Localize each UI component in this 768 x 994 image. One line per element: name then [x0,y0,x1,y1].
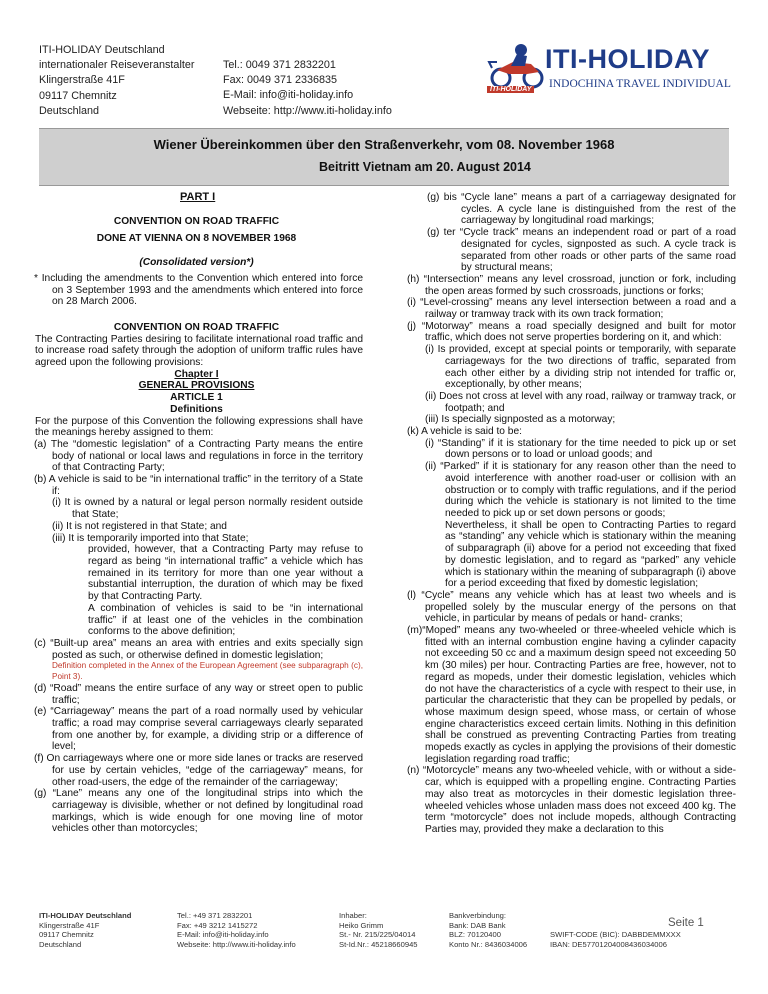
company-name: ITI-HOLIDAY Deutschland [39,44,165,56]
company-contact [223,58,392,119]
page-number: Seite 1 [668,917,704,929]
contact-website: Webseite: http://www.iti-holiday.info [223,104,392,117]
definition-l: (l) “Cycle” means any vehicle which has at least two wheels and is propelled solely by the muscular energy of the persons on that vehicle, in particular by means of pedals or hand- cranks; [407,589,736,625]
document-subtitle: Beitritt Vietnam am 20. August 2014 [319,160,531,174]
definition-h: (h) “Intersection” means any level crossroad, junction or fork, including the open areas formed by such crossroads, junctions or forks; [407,273,736,297]
definition-k: (k) A vehicle is said to be: [407,426,522,438]
consolidated-version: (Consolidated version*) [139,257,254,269]
definition-k-nevertheless: Nevertheless, it shall be open to Contracting Parties to regard as “standing” any vehicle which is stationary within the meaning of subparagraph (ii) above for a period not exceeding that fixed by domestic legislation, and to regard as “parked” any vehicle which is stationary within the meaning of subparagraph (i) above for a period exceeding that fixed by domestic legislation; [445,519,736,590]
amendment-note: * Including the amendments to the Convention which entered into force on 3 September 1993 and the amendments which entered into force on 28 March 2006. [34,272,363,308]
footer-tax-number: St.- Nr. 215/225/04014 [339,930,416,940]
contact-email: E-Mail: info@iti-holiday.info [223,89,354,102]
definition-b: (b) A vehicle is said to be “in international traffic” in the territory of a State if: [34,474,363,497]
definition-j-i: (i) Is provided, except at special points or temporarily, with separate carriageways for the two directions of traffic, separated from each other either by a dividing strip not intended for traffic or, exceptionally, by other means; [425,344,736,391]
left-column [30,192,363,835]
footer-phone: Tel.: +49 371 2832201 [177,911,253,920]
definition-j: (j) “Motorway” means a road specially designed and built for motor traffic, which does not serve properties bordering on it, and which: [407,320,736,344]
footer-company-name: ITI-HOLIDAY Deutschland [39,911,132,920]
intro-paragraph: The Contracting Parties desiring to facilitate international road traffic and to increase road safety through the adoption of uniform traffic rules have agreed upon the following provisions: [35,333,363,369]
convention-date: DONE AT VIENNA ON 8 NOVEMBER 1968 [96,233,297,245]
footer-bank [449,911,527,949]
contact-phone: Tel.: 0049 371 2832201 [223,59,336,71]
footer-vat-id: St-Id.Nr.: 45218660945 [339,939,418,949]
logo-tagline: INDOCHINA TRAVEL INDIVIDUAL [549,78,731,90]
company-country: Deutschland [39,104,100,117]
company-subtitle: internationaler Reiseveranstalter [39,59,195,72]
footer-company [39,911,131,949]
title-band [39,128,729,186]
footer-swift: SWIFT-CODE (BIC): DABBDEMMXXX [550,930,681,939]
purpose-paragraph: For the purpose of this Convention the following expressions shall have the meanings hereby assigned to them: [35,415,363,439]
footer-owner-name: Heiko Grimm [339,920,384,930]
footer-email: E-Mail: info@iti-holiday.info [177,930,269,940]
definition-c-note: Definition completed in the Annex of the European Agreement (see subparagraph (c), Point 3). [52,661,363,682]
definition-c: (c) “Built-up area” means an area with entries and exits specially sign posted as such, or otherwise defined in domestic legislation; [34,637,363,661]
definition-g-ter: (g) ter “Cycle track” means an independent road or part of a road designated for cycles, signposted as such. A cycle track is separated from other roads or other parts of the same road by structural means; [427,227,736,274]
footer-street: Klingerstraße 41F [39,920,100,930]
footer-owner [339,911,418,949]
footer-fax: Fax: +49 3212 1415272 [177,920,258,930]
article-heading: ARTICLE 1 [170,392,223,404]
general-provisions: GENERAL PROVISIONS [138,380,255,392]
definition-d: (d) “Road” means the entire surface of any way or street open to public traffic; [34,682,363,706]
right-column [403,192,736,836]
footer-bank-codes [550,930,681,949]
definition-j-ii: (ii) Does not cross at level with any road, railway or tramway track, or footpath; and [425,390,736,414]
company-street: Klingerstraße 41F [39,74,125,87]
definition-b-ii: (ii) It is not registered in that State; and [52,520,227,532]
definition-b-combination: A combination of vehicles is said to be “in international traffic” if at least one of the vehicles in the combination conforms to the above definition; [88,602,363,638]
definition-a: (a) The “domestic legislation” of a Contracting Party means the entire body of national or local laws and regulations in force in the territory of that Contracting Party; [34,438,363,474]
part-heading: PART I [180,191,216,203]
logo-badge: ITI-HOLIDAY [487,86,534,93]
definitions-heading: Definitions [170,403,223,415]
definition-k-i: (i) “Standing” if it is stationary for the time needed to pick up or set down persons or to load or unload goods; and [425,437,736,461]
definition-n: (n) “Motorcycle” means any two-wheeled vehicle, with or without a side-car, which is equipped with a propelling engine. Contracting Parties may also treat as motorcycles in their domestic legislation three-wheeled vehicles whose unladen mass does not exceed 400 kg. The term “motorcycle” does not include mopeds, although Contracting Parties may, provided they make a declaration to this [407,765,736,835]
footer-bank-name: Bank: DAB Bank [449,920,506,930]
footer-website: Webseite: http://www.iti-holiday.info [177,939,296,949]
definition-k-ii: (ii) “Parked” if it is stationary for any reason other than the need to avoid interference with another road-user or collision with an obstruction or to comply with traffic regulations, and if the period during which the vehicle is stationary is not limited to the time needed to pick up or set down persons or goods; [425,461,736,519]
definition-b-i: (i) It is owned by a natural or legal person normally resident outside that State; [52,497,363,521]
footer-contact [177,911,296,949]
definition-g: (g) “Lane” means any one of the longitudinal strips into which the carriageway is divisible, whether or not defined by longitudinal road markings, which is wide enough for one moving line of motor vehicles other than motorcycles; [34,788,363,835]
convention-heading: CONVENTION ON ROAD TRAFFIC [113,321,280,333]
definition-f: (f) On carriageways where one or more side lanes or tracks are reserved for use by certain vehicles, “edge of the carriageway” means, for other road-users, the edge of the remainder of the carriageway; [34,753,363,788]
convention-title: CONVENTION ON ROAD TRAFFIC [113,215,280,227]
definition-j-iii: (iii) Is specially signposted as a motorway; [425,414,616,426]
logo-brand: ITI-HOLIDAY [545,44,711,74]
definition-i: (i) “Level-crossing” means any level intersection between a road and a railway or tramway track with its own track formation; [407,297,736,321]
footer-iban: IBAN: DE57701204008436034006 [550,939,667,949]
footer-blz: BLZ: 70120400 [449,930,501,940]
footer-bank-label: Bankverbindung: [449,911,506,920]
footer-account: Konto Nr.: 8436034006 [449,939,528,949]
chapter-heading: Chapter I [174,368,219,380]
definition-b-iii: (iii) It is temporarily imported into that State; [52,532,249,544]
iti-holiday-logo [487,40,731,100]
document-title: Wiener Übereinkommen über den Straßenverkehr, vom 08. November 1968 [153,137,615,152]
definition-e: (e) “Carriageway” means the part of a road normally used by vehicular traffic; a road may comprise several carriageways clearly separated from one another by, for example, a dividing strip or a difference of level; [34,706,363,753]
company-city: 09117 Chemnitz [39,89,117,102]
contact-fax: Fax: 0049 371 2336835 [223,74,338,87]
footer-city: 09117 Chemnitz [39,930,94,940]
company-address [39,43,194,119]
footer-country: Deutschland [39,939,82,949]
definition-b-proviso: provided, however, that a Contracting Party may refuse to regard as being “in international traffic” a vehicle which has remained in its territory for more than one year without a substantial interruption, the duration of which may be fixed by that Contracting Party. [88,544,363,603]
definition-m: (m)“Moped” means any two-wheeled or three-wheeled vehicle which is fitted with an internal combustion engine having a cylinder capacity not exceeding 50 cc and a maximum design speed not exceeding 50 km (30 miles) per hour. Contracting Parties are free, however, not to regard as mopeds, under their domestic legislation, vehicles which do not have the characteristics of a cycle with respect to their use, in particular the characteristic that they can be propelled by pedals, or whose maximum design speed, whose mass, or certain of whose engine characteristics exceed certain limits. Nothing in this definition shall be construed as preventing Contracting Parties from treating mopeds exactly as cycles in applying the provisions of their domestic legislation regarding road traffic; [407,625,736,765]
definition-g-bis: (g) bis “Cycle lane” means a part of a carriageway designated for cycles. A cycle lane is distinguished from the rest of the carriageway by longitudinal road markings; [427,192,736,227]
footer-owner-label: Inhaber: [339,911,367,920]
